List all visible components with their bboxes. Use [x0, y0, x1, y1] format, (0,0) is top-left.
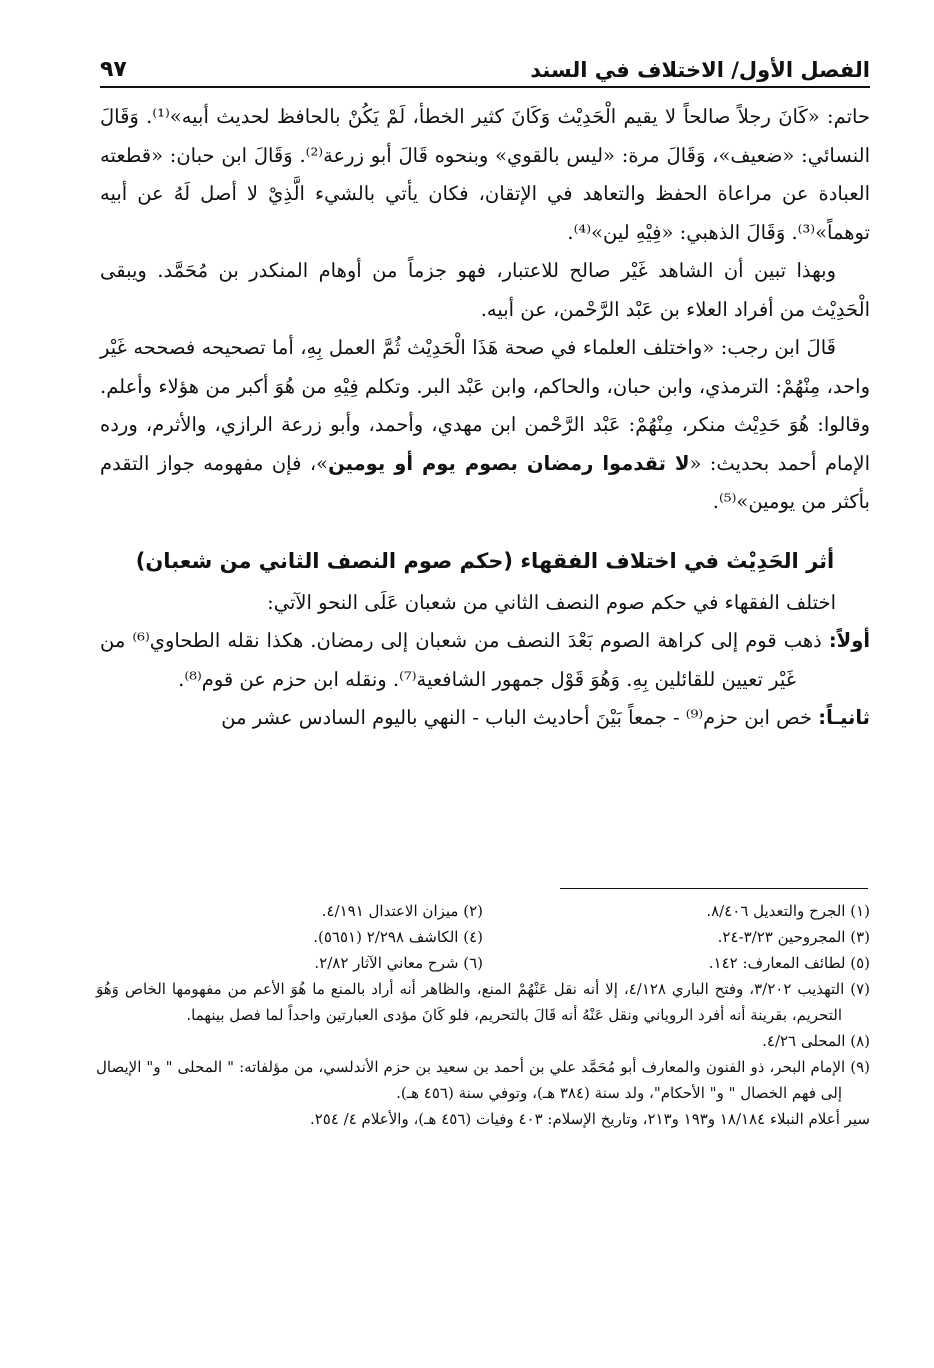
paragraph-3	[100, 329, 870, 522]
footnote-row	[96, 898, 870, 924]
footnote-divider	[560, 888, 868, 889]
footnote-8: (٨) المحلى ٤/٢٦.	[762, 1032, 870, 1050]
paragraph-3-tail: »، فإن مفهومه جواز التقدم بأكثر من يومين»⁽⁵⁾.	[100, 451, 870, 513]
paragraph-3-text: قَالَ ابن رجب: «واختلف العلماء في صحة هَذَا الْحَدِيْث ثُمَّ العمل بِهِ، أما تصحيحه فصححه غَيْر واحد، مِنْهُمْ: الترمذي، وابن حبان، والحاكم، وابن عَبْد البر. وتكلم فِيْهِ من هُوَ أكبر من هؤلاء وأعلم. وقالوا: هُوَ حَدِيْث منكر، مِنْهُمْ: عَبْد الرَّحْمن ابن مهدي، وأحمد، وأبو زرعة الرازي، والأثرم، ورده الإمام أحمد بحديث: «	[100, 336, 870, 475]
footnote-7: (٧) التهذيب ٣/٢٠٢، وفتح الباري ٤/١٢٨، إلا أنه نقل عَنْهُمْ المنع، والظاهر أنه أراد بالمنع ما هُوَ الأعم من مفهومها الخاص وَهُوَ التحريم، بقرينة أنه أفرد الروياني ونقل عَنْهُ أنه قَالَ بالتحريم، فلو كَانَ مؤدى العبارتين واحداً لما فصل بينهما.	[96, 980, 871, 1024]
second-opinion	[100, 699, 870, 738]
main-text	[100, 98, 870, 738]
first-label: أولاً:	[828, 629, 870, 652]
section-heading: أثر الحَدِيْث في اختلاف الفقهاء (حكم صوم النصف الثاني من شعبان)	[135, 548, 835, 573]
intro-paragraph: اختلف الفقهاء في حكم صوم النصف الثاني من شعبان عَلَى النحو الآتي:	[267, 590, 836, 614]
paragraph-1: حاتم: «كَانَ رجلاً صالحاً لا يقيم الْحَدِيْث وَكَانَ كثير الخطأ، لَمْ يَكُنْ بالحافظ لحديث أبيه»⁽¹⁾. وَقَالَ النسائي: «ضعيف»، وَقَالَ مرة: «ليس بالقوي» وبنحوه قَالَ أبو زرعة⁽²⁾. وَقَالَ ابن حبان: «قطعته العبادة عن مراعاة الحفظ والتعاهد في الإتقان، فكان يأتي بالشيء الَّذِيْ لا أصل لَهُ عن أبيه توهماً»⁽³⁾. وَقَالَ الذهبي: «فِيْهِ لين»⁽⁴⁾.	[100, 105, 870, 244]
chapter-title: الفصل الأول/ الاختلاف في السند	[530, 58, 870, 82]
page-number: ٩٧	[100, 57, 127, 82]
footnote-3: (٣) المجروحين ٣/٢٣-٢٤.	[717, 928, 870, 946]
running-header	[100, 42, 870, 88]
footnote-4: (٤) الكاشف ٢/٢٩٨ (٥٦٥١).	[313, 928, 483, 946]
footnote-5: (٥) لطائف المعارف: ١٤٢.	[708, 954, 870, 972]
first-opinion	[100, 622, 870, 699]
footnote-2: (٢) ميزان الاعتدال ٤/١٩١.	[321, 902, 483, 920]
first-text: ذهب قوم إلى كراهة الصوم بَعْدَ النصف من شعبان إلى رمضان. هكذا نقله الطحاوي⁽⁶⁾ من غَيْر تعيين للقائلين بِهِ. وَهُوَ قَوْل جمهور الشافعية⁽⁷⁾. ونقله ابن حزم عن قوم⁽⁸⁾.	[100, 629, 822, 691]
hadith-quote: لا تقدموا رمضان بصوم يوم أو يومين	[328, 451, 690, 475]
second-text: خص ابن حزم⁽⁹⁾ - جمعاً بَيْنَ أحاديث الباب - النهي باليوم السادس عشر من	[221, 706, 813, 729]
footnote-row	[96, 924, 870, 950]
footnote-9: (٩) الإمام البحر، ذو الفنون والمعارف أبو مُحَمَّد علي بن أحمد بن سعيد بن حزم الأندلسي، من مؤلفاته: " المحلى " و" الإيصال إلى فهم الخصال " و" الأحكام"، ولد سنة (٣٨٤ هـ)، وتوفي سنة (٤٥٦ هـ).	[96, 1058, 870, 1102]
paragraph-2: وبهذا تبين أن الشاهد غَيْر صالح للاعتبار، فهو جزماً من أوهام المنكدر بن مُحَمَّد. ويبقى الْحَدِيْث من أفراد العلاء بن عَبْد الرَّحْمن، عن أبيه.	[100, 259, 870, 321]
footnotes	[96, 898, 870, 1132]
footnote-row	[96, 950, 870, 976]
second-label: ثانيـاً:	[818, 706, 870, 729]
footnote-9-continuation: سير أعلام النبلاء ١٨/١٨٤ و١٩٣ و٢١٣، وتاريخ الإسلام: ٤٠٣ وفيات (٤٥٦ هـ)، والأعلام ٤/ ٢٥٤.	[309, 1110, 870, 1128]
footnote-6: (٦) شرح معاني الآثار ٢/٨٢.	[314, 954, 483, 972]
footnote-1: (١) الجرح والتعديل ٨/٤٠٦.	[706, 902, 870, 920]
